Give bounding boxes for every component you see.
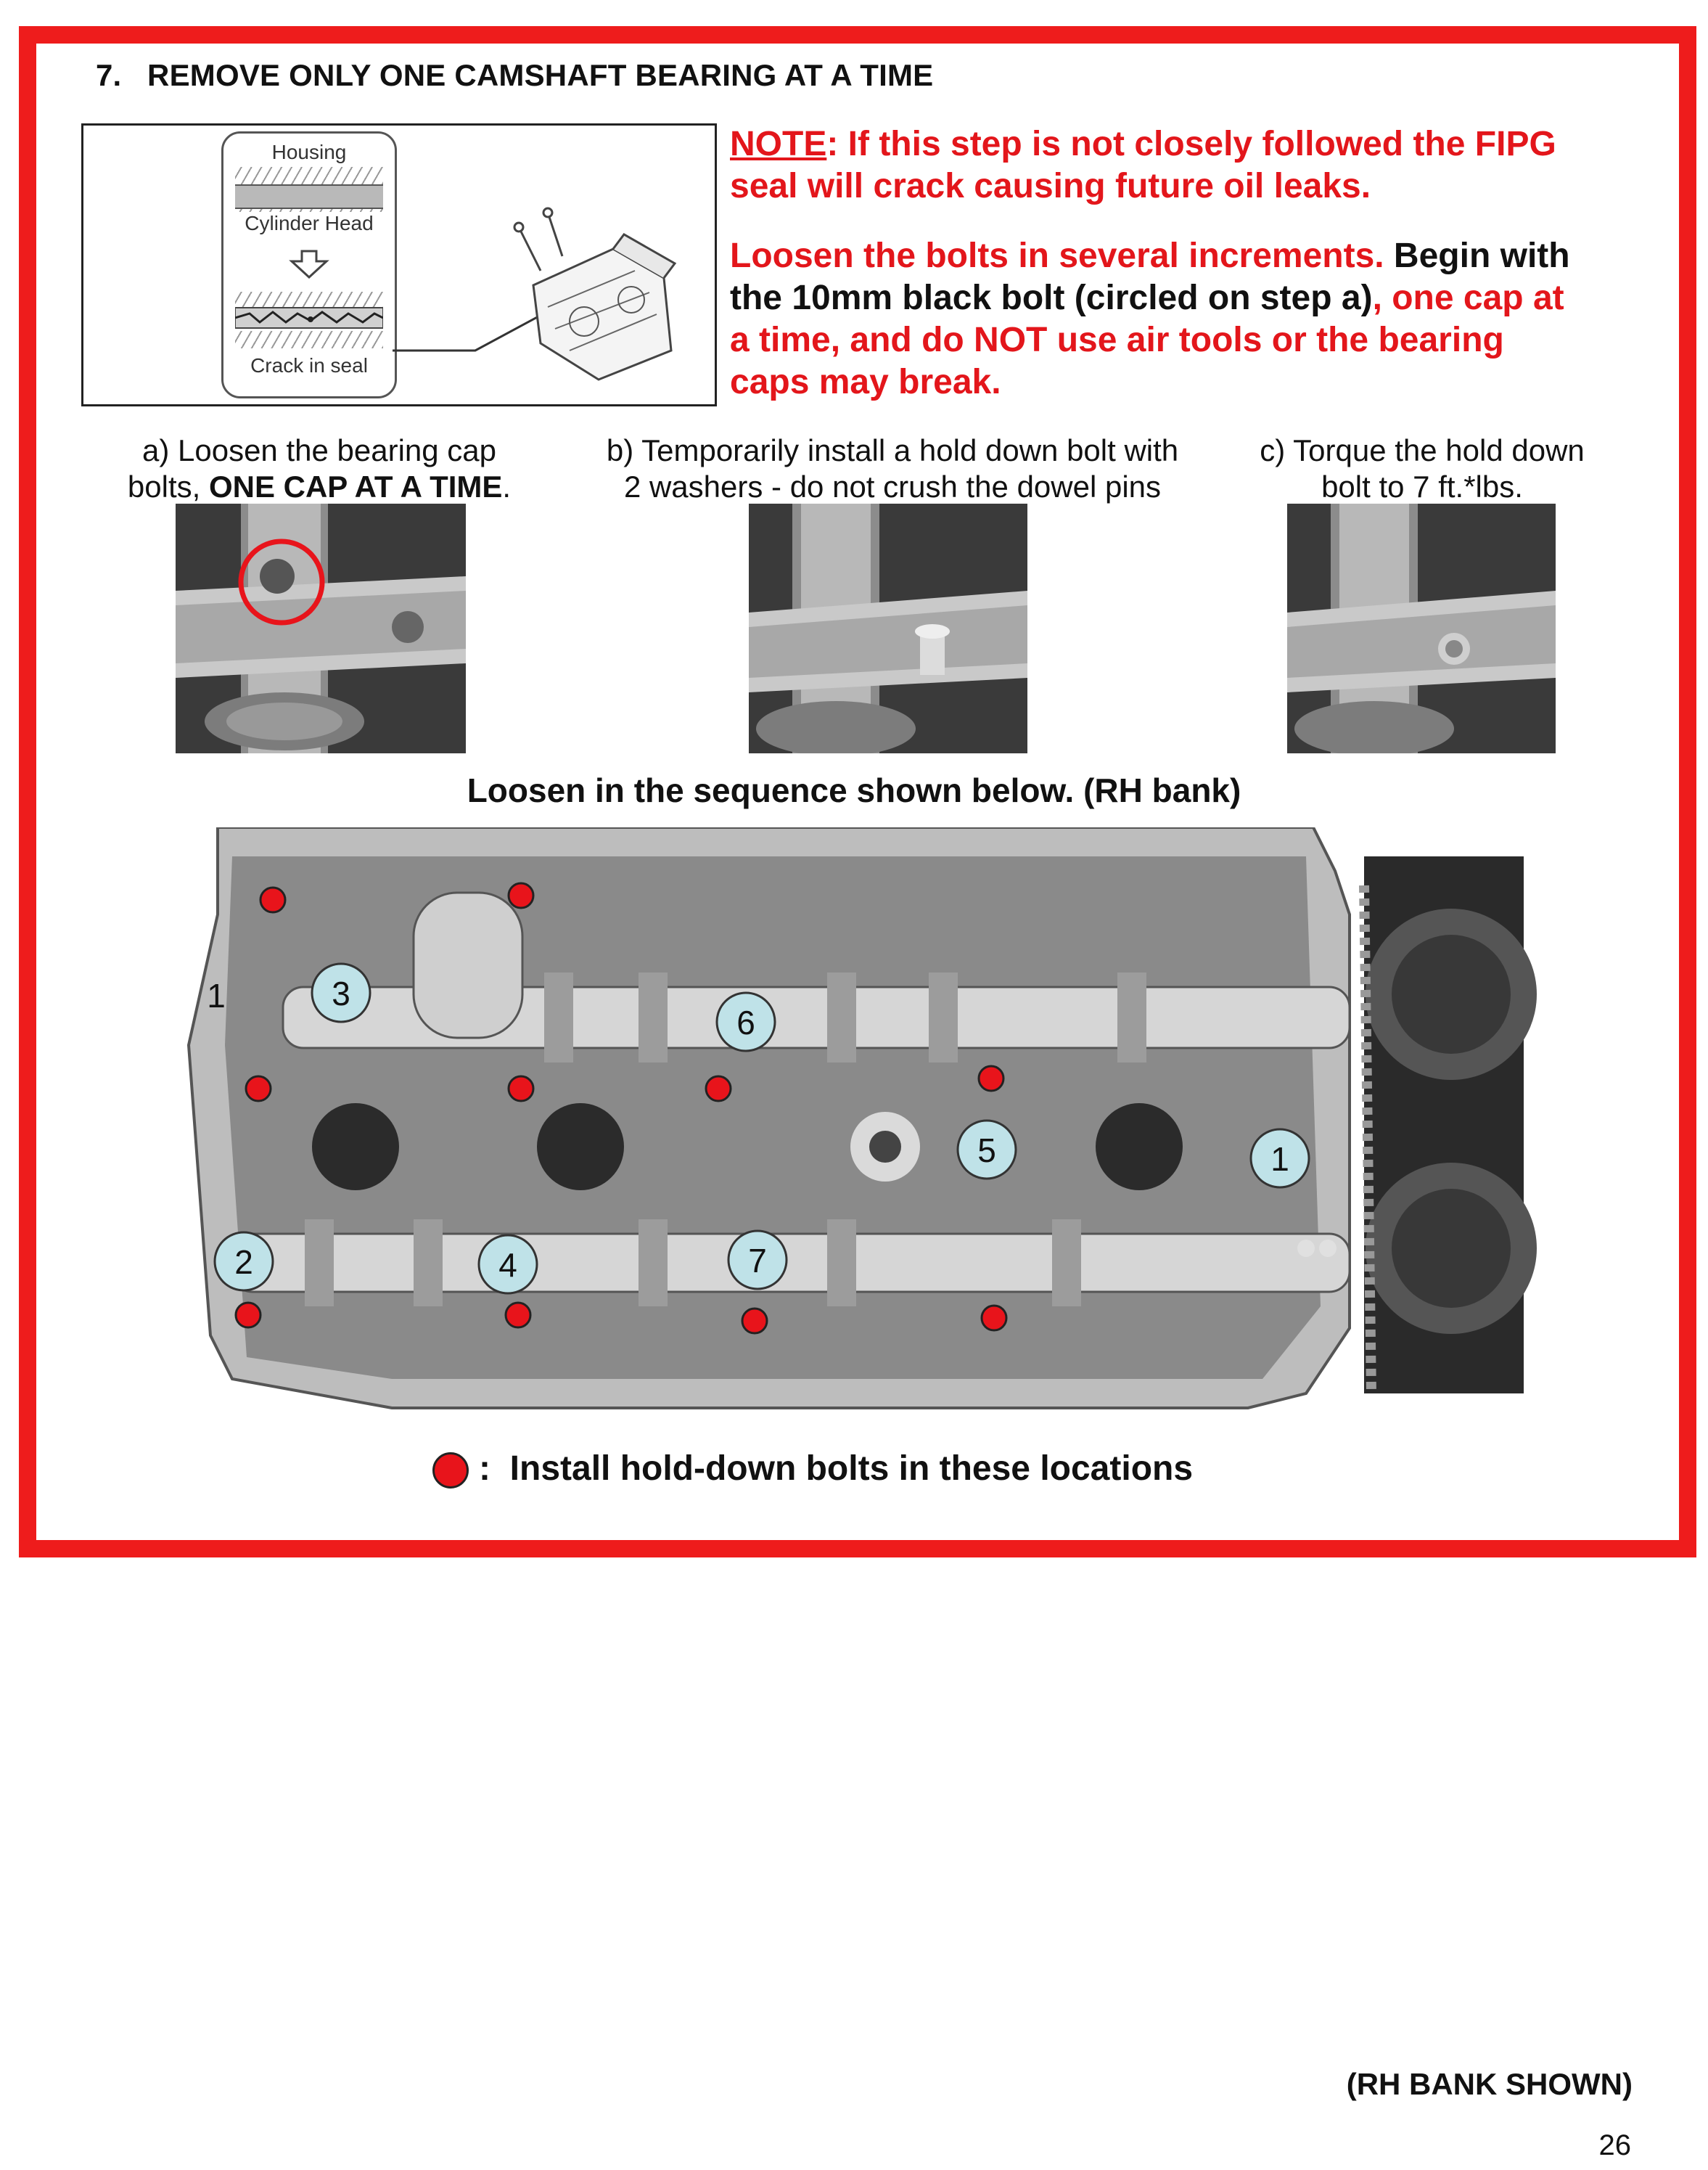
bolt-marker [260,888,285,912]
caption-a [102,433,537,505]
caption-a-plain: bolts, [127,470,209,504]
caption-c-line2: bolt to 7 ft.*lbs. [1321,470,1523,504]
sequence-title: Loosen in the sequence shown below. (RH bank) [467,771,1241,809]
bolt-marker [979,1066,1003,1091]
sequence-number-7: 7 [748,1242,767,1280]
loosen-instructions [730,235,1637,404]
bolt-marker [246,1076,271,1101]
seal-crosssection-card [221,131,397,398]
sequence-number-2: 2 [234,1243,253,1281]
engine-sketch-icon [490,205,686,394]
sequence-number-4: 4 [498,1246,517,1284]
step-title [96,58,933,93]
note-line2: seal will crack causing future oil leaks. [730,167,1371,205]
note-line1: : If this step is not closely followed the FIPG [826,125,1556,163]
bolt-marker [509,1076,533,1101]
exhaust-camshaft [232,1234,1350,1292]
sequence-number-6: 6 [736,1004,755,1041]
step-title-text: REMOVE ONLY ONE CAMSHAFT BEARING AT A TIME [147,58,934,92]
legend-text: Install hold-down bolts in these locations [509,1449,1194,1488]
bolt-marker [236,1303,260,1327]
photo-step-b [749,504,1027,753]
instr-black-2: the 10mm black bolt (circled on step a) [730,279,1373,317]
note-block [730,123,1637,208]
seal-band [235,184,383,209]
instr-red-1: Loosen the bolts in several increments. [730,237,1384,275]
cylinder-head-diagram [174,827,1538,1430]
cracked-seal-icon [235,306,383,331]
caption-a-end: . [502,470,512,504]
legend-red-dot [432,1452,469,1489]
caption-c-line1: c) Torque the hold down [1260,433,1585,467]
page-number: 26 [1598,2129,1631,2161]
cracked-head-hatch [235,331,383,348]
housing-label: Housing [271,141,347,163]
photo-step-c [1287,504,1556,753]
caption-b [573,433,1212,505]
down-arrow-icon [289,250,329,279]
bolt-marker [506,1303,530,1327]
caption-b-line2: 2 washers - do not crush the dowel pins [623,470,1162,504]
sequence-number-5: 5 [977,1131,996,1169]
housing-hatch [235,167,383,184]
caption-c [1233,433,1611,505]
bolt-marker [509,883,533,908]
instr-black-1: Begin with [1384,237,1570,275]
instr-red-2: , one cap at [1372,279,1564,317]
bolt-marker [706,1076,731,1101]
caption-b-line1: b) Temporarily install a hold down bolt with [606,433,1179,467]
crack-label: Crack in seal [250,354,368,377]
bolt-marker [982,1306,1006,1330]
note-prefix: NOTE [730,125,827,163]
caption-a-bold: ONE CAP AT A TIME [208,470,503,504]
photo-step-a [176,504,466,753]
legend-colon: : [479,1449,490,1488]
instr-red-3: a time, and do NOT use air tools or the bearing [730,321,1504,359]
cylinder-head-label: Cylinder Head [235,212,383,235]
rh-bank-shown-label: (RH BANK SHOWN) [1346,2067,1633,2101]
sequence-number-1: 1 [1270,1140,1289,1178]
bolt-marker [742,1309,767,1333]
step-number: 7. [96,58,122,92]
legend [432,1449,1193,1489]
stray-label: 1 [207,977,226,1015]
sequence-number-3: 3 [332,975,350,1012]
caption-a-line1: a) Loosen the bearing cap [141,433,497,467]
seal-crack-diagram [81,123,717,406]
instr-red-4: caps may break. [730,363,1001,401]
